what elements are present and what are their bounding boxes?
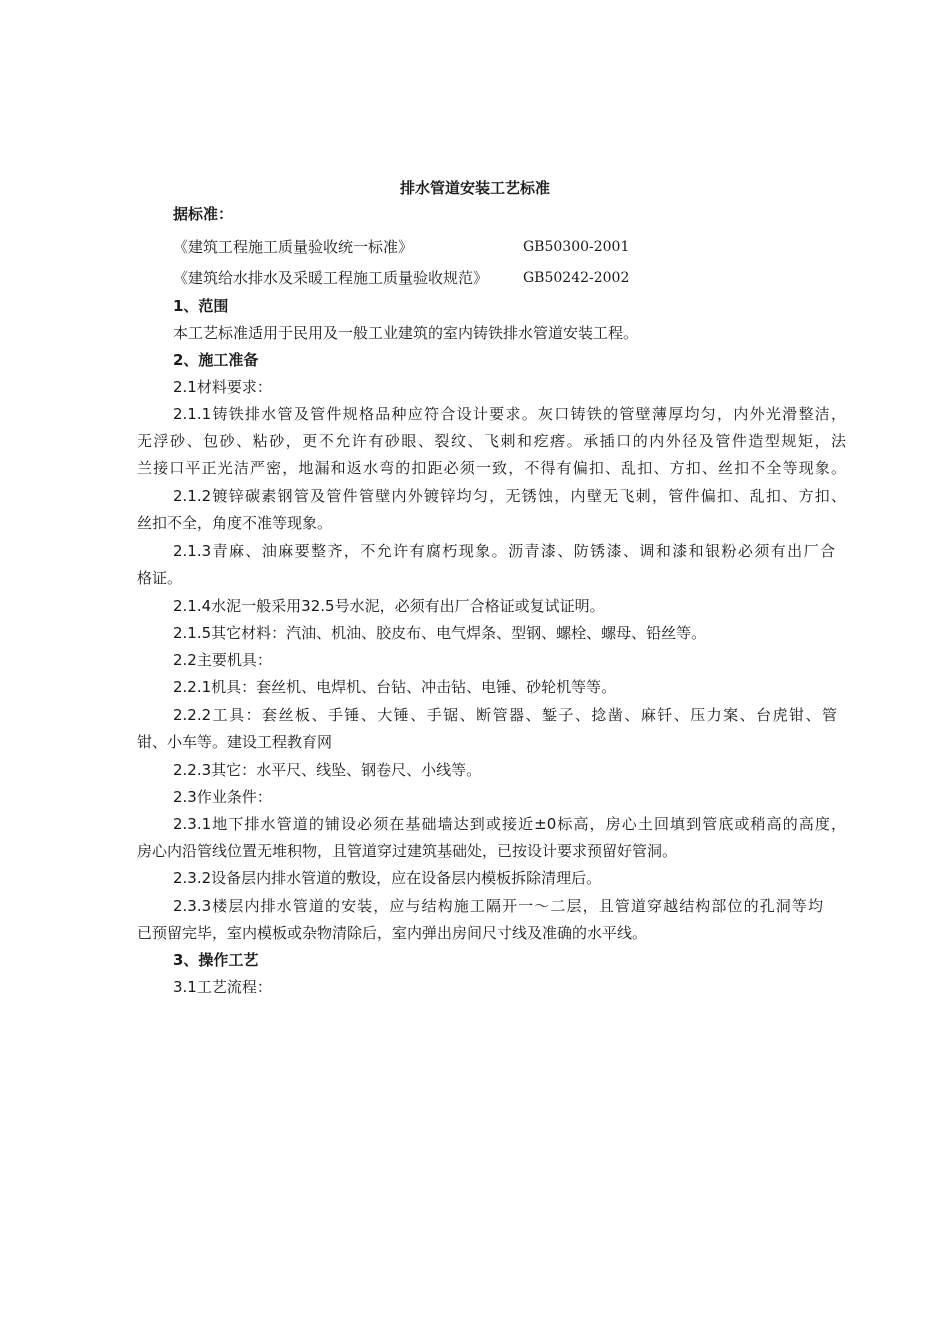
paragraph-2-1-4: 2.1.4水泥一般采用32.5号水泥，必须有出厂合格证或复试证明。 bbox=[173, 597, 605, 615]
paragraph-2-1-3-line-2: 格证。 bbox=[137, 569, 183, 587]
paragraph-2-1-2-line-2: 丝扣不全，角度不准等现象。 bbox=[137, 514, 333, 532]
section-1-heading: 1、范围 bbox=[173, 297, 229, 315]
paragraph-2-1-2-line-1: 2.1.2镀锌碳素钢管及管件管壁内外镀锌均匀，无锈蚀，内壁无飞刺，管件偏扣、乱扣、方扣、 bbox=[173, 487, 846, 505]
subsection-2-3: 2.3作业条件： bbox=[173, 788, 272, 806]
section-3-heading: 3、操作工艺 bbox=[173, 951, 259, 969]
paragraph-2-1-1-line-3: 兰接口平正光洁严密，地漏和返水弯的扣距必须一致，不得有偏扣、乱扣、方扣、丝扣不全等现象。 bbox=[137, 459, 846, 477]
section-1-text: 本工艺标准适用于民用及一般工业建筑的室内铸铁排水管道安装工程。 bbox=[173, 324, 639, 342]
paragraph-2-2-1: 2.2.1机具：套丝机、电焊机、台钻、冲击钻、电锤、砂轮机等等。 bbox=[173, 678, 617, 696]
standard-name-1: 《建筑工程施工质量验收统一标准》 bbox=[173, 238, 414, 256]
standard-name-2: 《建筑给水排水及采暖工程施工质量验收规范》 bbox=[173, 269, 489, 287]
paragraph-2-2-2-line-1: 2.2.2工具：套丝板、手锤、大锤、手锯、断管器、錾子、捻凿、麻钎、压力案、台虎钳、管 bbox=[173, 706, 837, 724]
paragraph-2-3-3-line-2: 已预留完毕，室内模板或杂物清除后，室内弹出房间尺寸线及准确的水平线。 bbox=[137, 924, 648, 942]
standard-code-2: GB50242-2002 bbox=[523, 270, 630, 286]
standard-code-1: GB50300-2001 bbox=[523, 239, 630, 255]
subsection-3-1: 3.1工艺流程： bbox=[173, 978, 272, 996]
paragraph-2-1-1-line-2: 无浮砂、包砂、粘砂，更不允许有砂眼、裂纹、飞刺和疙瘩。承插口的内外径及管件造型规矩，法 bbox=[137, 432, 846, 450]
paragraph-2-3-1-line-1: 2.3.1地下排水管道的铺设必须在基础墙达到或接近±0标高，房心土回填到管底或稍高的高度， bbox=[173, 815, 846, 833]
paragraph-2-3-2: 2.3.2设备层内排水管道的敷设，应在设备层内模板拆除清理后。 bbox=[173, 869, 602, 887]
subsection-2-2: 2.2主要机具： bbox=[173, 651, 272, 669]
paragraph-2-1-1-line-1: 2.1.1铸铁排水管及管件规格品种应符合设计要求。灰口铸铁的管壁薄厚均匀，内外光滑整洁， bbox=[173, 405, 846, 423]
paragraph-2-1-3-line-1: 2.1.3青麻、油麻要整齐，不允许有腐朽现象。沥青漆、防锈漆、调和漆和银粉必须有出厂合 bbox=[173, 542, 835, 560]
paragraph-2-2-2-line-2: 钳、小车等。建设工程教育网 bbox=[137, 733, 333, 751]
section-2-heading: 2、施工准备 bbox=[173, 351, 259, 369]
paragraph-2-1-5: 2.1.5其它材料：汽油、机油、胶皮布、电气焊条、型钢、螺栓、螺母、铅丝等。 bbox=[173, 624, 707, 642]
paragraph-2-3-1-line-2: 房心内沿管线位置无堆积物，且管道穿过建筑基础处，已按设计要求预留好管洞。 bbox=[137, 842, 678, 860]
basis-heading: 据标准： bbox=[173, 205, 234, 223]
paragraph-2-3-3-line-1: 2.3.3楼层内排水管道的安装，应与结构施工隔开一～二层，且管道穿越结构部位的孔洞等均 bbox=[173, 897, 823, 915]
subsection-2-1: 2.1材料要求： bbox=[173, 378, 272, 396]
paragraph-2-2-3: 2.2.3其它：水平尺、线坠、钢卷尺、小线等。 bbox=[173, 761, 482, 779]
document-title: 排水管道安装工艺标准 bbox=[399, 179, 550, 197]
